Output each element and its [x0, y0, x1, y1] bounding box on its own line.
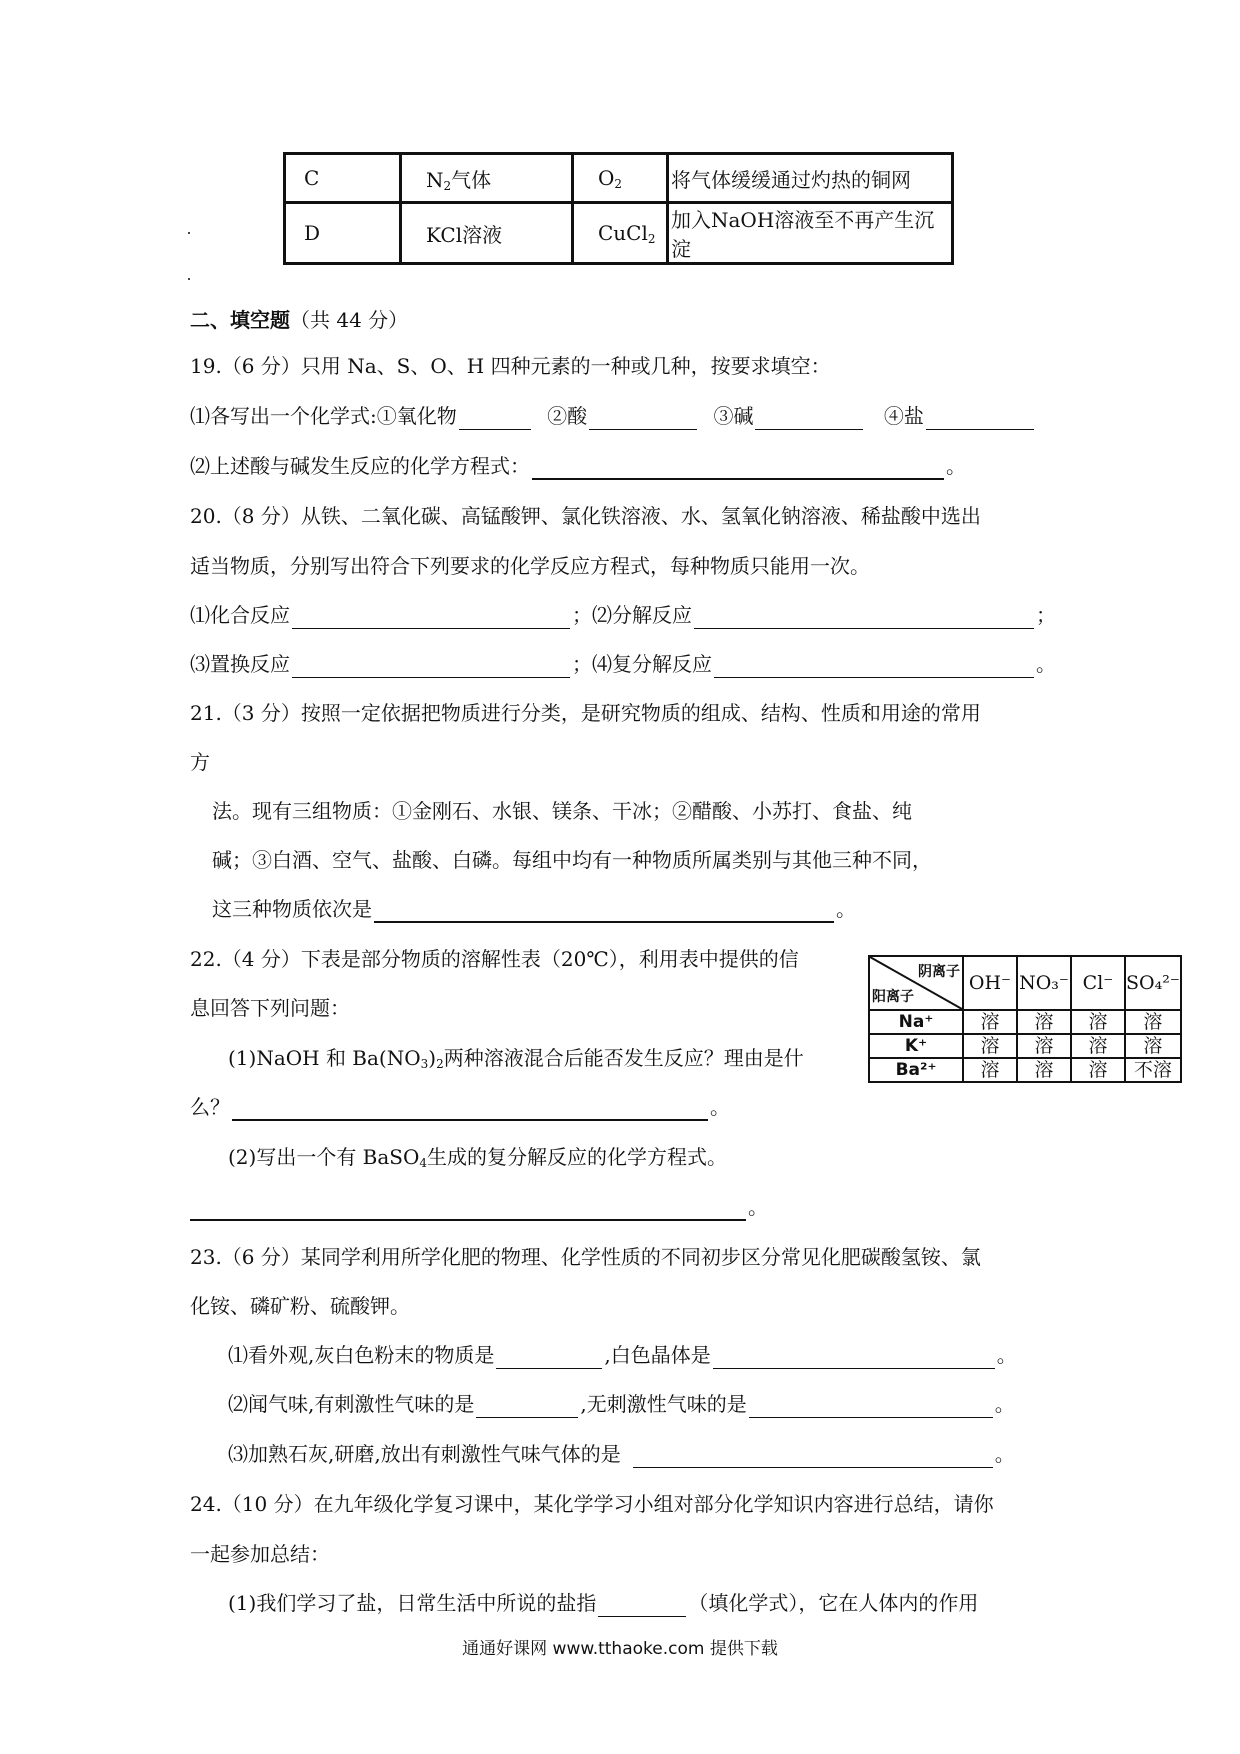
period: 。 [836, 897, 856, 921]
q20-row1 [190, 601, 1056, 629]
subscript: 2 [436, 1057, 444, 1071]
substance-formula: N [426, 167, 444, 192]
period: 。 [946, 454, 966, 478]
q21-line1: 21.（3 分）按照一定依据把物质进行分类，是研究物质的组成、结构、性质和用途的常用 [190, 701, 981, 725]
answer-blank[interactable] [532, 456, 944, 480]
q22-q2-line [228, 1143, 727, 1177]
answer-blank[interactable] [190, 1197, 746, 1221]
impurity-formula: O [598, 165, 615, 190]
corner-cell [869, 956, 963, 1010]
solubility-cell: 溶 [1125, 1010, 1181, 1034]
substance-cell: KCl溶液 [401, 203, 573, 264]
method-cell: 将气体缓缓通过灼热的铜网 [668, 154, 953, 203]
q23-part2-label2: ,无刺激性气味的是 [580, 1392, 747, 1416]
q23-part1-label: ⑴看外观,灰白色粉末的物质是 [228, 1343, 495, 1367]
period: 。 [748, 1195, 768, 1219]
solubility-cell: 溶 [1017, 1010, 1071, 1034]
answer-blank[interactable] [459, 407, 531, 430]
table-header-row [869, 956, 1181, 1010]
q19-part2 [190, 452, 966, 480]
q19-part1-label: ⑴各写出一个化学式: [190, 404, 377, 428]
q20-combination-label: ⑴化合反应 [190, 603, 290, 627]
answer-blank[interactable] [755, 407, 863, 430]
answer-blank[interactable] [292, 655, 570, 678]
substance-cell [401, 154, 573, 203]
solubility-cell: 溶 [963, 1058, 1017, 1082]
q21-line4: 碱；③白酒、空气、盐酸、白磷。每组中均有一种物质所属类别与其他三种不同， [212, 848, 932, 872]
solubility-cell: 溶 [963, 1034, 1017, 1058]
scan-dot [188, 232, 190, 234]
q23-part3-label: ⑶加熟石灰,研磨,放出有刺激性气味气体的是 [228, 1442, 621, 1466]
solubility-table [868, 955, 1182, 1083]
answer-blank[interactable] [496, 1346, 602, 1369]
table-row [869, 1058, 1181, 1082]
anion-header: Cl⁻ [1071, 956, 1125, 1010]
period: 。 [1036, 652, 1056, 676]
q22-q1-line [228, 1044, 804, 1078]
answer-blank[interactable] [598, 1594, 686, 1617]
q23-part2 [228, 1390, 1015, 1418]
answer-blank[interactable] [589, 407, 697, 430]
substance-suffix: 气体 [451, 167, 492, 192]
answer-blank[interactable] [292, 606, 570, 629]
q20-stem-line2: 适当物质，分别写出符合下列要求的化学反应方程式，每种物质只能用一次。 [190, 554, 870, 578]
period: 。 [710, 1095, 730, 1119]
q24-line2: 一起参加总结： [190, 1542, 330, 1566]
section-score: （共 44 分） [290, 308, 409, 332]
answer-blank[interactable] [476, 1395, 578, 1418]
subscript: 2 [443, 178, 452, 193]
answer-blank[interactable] [633, 1445, 993, 1468]
impurity-formula: CuCl [598, 220, 648, 245]
q21-line2: 方 [190, 750, 210, 774]
solubility-cell: 不溶 [1125, 1058, 1181, 1082]
cation-cell: K⁺ [869, 1034, 963, 1058]
answer-blank[interactable] [749, 1395, 993, 1418]
option-table [283, 152, 954, 265]
q20-double-decomposition-label: ⑷复分解反应 [592, 652, 712, 676]
q21-line5 [212, 895, 856, 923]
q20-displacement-label: ⑶置换反应 [190, 652, 290, 676]
q19-acid-label: ②酸 [547, 404, 588, 428]
q22-q1-text: (1)NaOH 和 Ba(NO [228, 1046, 421, 1070]
q24-part1-label: (1)我们学习了盐，日常生活中所说的盐指 [228, 1591, 597, 1615]
q19-part2-label: ⑵上述酸与碱发生反应的化学方程式： [190, 454, 530, 478]
solubility-cell: 溶 [963, 1010, 1017, 1034]
cation-label: 阳离子 [872, 989, 914, 1005]
section-title: 二、填空题 [190, 308, 290, 332]
method-cell: 加入NaOH溶液至不再产生沉淀 [668, 203, 953, 264]
subscript: 4 [419, 1156, 428, 1170]
subscript: 2 [614, 176, 623, 191]
table-row [869, 1034, 1181, 1058]
q22-q1-text: ) [428, 1046, 437, 1070]
q22-q1-prompt: 么？ [190, 1095, 230, 1119]
answer-blank[interactable] [694, 606, 1034, 629]
semicolon: ； [572, 603, 592, 627]
q22-q2-answer-line [190, 1193, 768, 1221]
semicolon: ； [572, 652, 592, 676]
anion-header: NO₃⁻ [1017, 956, 1071, 1010]
q20-row2 [190, 650, 1056, 678]
diagonal-header [870, 957, 962, 1009]
q19-oxide-label: ①氧化物 [376, 404, 457, 428]
solubility-cell: 溶 [1017, 1034, 1071, 1058]
q21-prompt: 这三种物质依次是 [212, 897, 372, 921]
footer-watermark: 通通好课网 www.tthaoke.com 提供下载 [462, 1639, 778, 1659]
option-letter: D [285, 203, 401, 264]
q20-decomposition-label: ⑵分解反应 [592, 603, 692, 627]
q23-part3 [228, 1440, 1015, 1468]
period: 。 [994, 1392, 1015, 1416]
q24-line3 [228, 1589, 978, 1617]
subscript: 3 [420, 1057, 429, 1071]
answer-blank[interactable] [714, 655, 1034, 678]
answer-blank[interactable] [374, 899, 834, 923]
q22-q1-answer-line [190, 1093, 730, 1121]
section-heading [190, 306, 408, 334]
q23-part1-label2: ,白色晶体是 [604, 1343, 711, 1367]
solubility-cell: 溶 [1125, 1034, 1181, 1058]
q20-stem-line1: 20.（8 分）从铁、二氧化碳、高锰酸钾、氯化铁溶液、水、氢氧化钠溶液、稀盐酸中选出 [190, 504, 981, 528]
q22-line1: 22.（4 分）下表是部分物质的溶解性表（20℃），利用表中提供的信 [190, 947, 799, 971]
q19-salt-label: ④盐 [883, 404, 924, 428]
q24-part1-label2: （填化学式），它在人体内的作用 [688, 1591, 979, 1615]
impurity-cell [573, 154, 668, 203]
q22-q2-text: 生成的复分解反应的化学方程式。 [427, 1145, 728, 1169]
q24-line1: 24.（10 分）在九年级化学复习课中，某化学学习小组对部分化学知识内容进行总结，请你 [190, 1492, 994, 1516]
q19-base-label: ③碱 [713, 404, 754, 428]
q22-q1-text: 两种溶液混合后能否发生反应？理由是什 [443, 1046, 804, 1070]
table-row [285, 203, 953, 264]
q23-line2: 化铵、磷矿粉、硫酸钾。 [190, 1294, 410, 1318]
semicolon: ； [1036, 603, 1056, 627]
q21-line3: 法。现有三组物质：①金刚石、水银、镁条、干冰；②醋酸、小苏打、食盐、纯 [212, 799, 912, 823]
period: 。 [994, 1442, 1015, 1466]
cation-cell: Na⁺ [869, 1010, 963, 1034]
period: 。 [996, 1343, 1017, 1367]
answer-blank[interactable] [232, 1097, 708, 1121]
option-letter: C [285, 154, 401, 203]
solubility-cell: 溶 [1071, 1058, 1125, 1082]
answer-blank[interactable] [713, 1346, 995, 1369]
solubility-cell: 溶 [1071, 1010, 1125, 1034]
q19-stem: 19.（6 分）只用 Na、S、O、H 四种元素的一种或几种，按要求填空： [190, 354, 831, 378]
table-row [285, 154, 953, 203]
q22-q2-text: (2)写出一个有 BaSO [228, 1145, 420, 1169]
q22-line2: 息回答下列问题： [190, 996, 350, 1020]
anion-label: 阴离子 [918, 964, 960, 980]
anion-header: OH⁻ [963, 956, 1017, 1010]
subscript: 2 [647, 231, 656, 246]
solubility-cell: 溶 [1071, 1034, 1125, 1058]
solubility-cell: 溶 [1017, 1058, 1071, 1082]
q23-part2-label: ⑵闻气味,有刺激性气味的是 [228, 1392, 475, 1416]
impurity-cell [573, 203, 668, 264]
cation-cell: Ba²⁺ [869, 1058, 963, 1082]
table-row [869, 1010, 1181, 1034]
scan-dot [188, 278, 190, 280]
q23-line1: 23.（6 分）某同学利用所学化肥的物理、化学性质的不同初步区分常见化肥碳酸氢铵、氯 [190, 1245, 981, 1269]
anion-header: SO₄²⁻ [1125, 956, 1181, 1010]
answer-blank[interactable] [926, 407, 1034, 430]
q23-part1 [228, 1341, 1017, 1369]
q19-part1 [190, 402, 1036, 430]
